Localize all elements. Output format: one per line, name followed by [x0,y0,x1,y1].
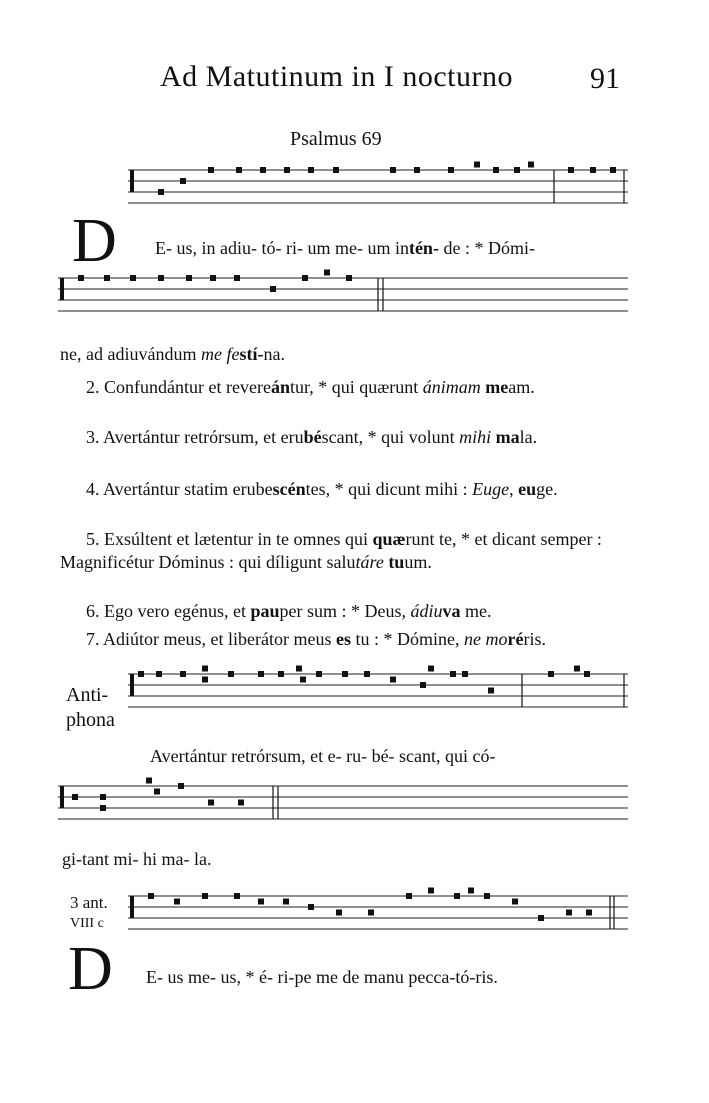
neume-note [468,888,474,894]
antiphon-staff-2 [58,776,628,836]
neume-note [514,167,520,173]
neume-note [260,167,266,173]
verse-text-segment: Adiútor meus, et liberátor meus [103,629,336,649]
verse-text-segment: scant, * qui volunt [321,427,460,447]
verse-7 [60,628,625,651]
neume-note [333,167,339,173]
verse-text-segment: ánimam [422,377,481,397]
neume-note [208,167,214,173]
neume-note [336,910,342,916]
neume-note [528,162,534,168]
neume-note [364,671,370,677]
verse-2 [60,376,625,399]
neume-note [574,666,580,672]
neume-note [454,893,460,899]
third-antiphon-initial: D [68,935,113,1003]
verse-text-segment: ris. [523,629,546,649]
verse-text-segment: bé [303,427,322,447]
neume-note [210,275,216,281]
neume-note [104,275,110,281]
neume-note [180,178,186,184]
verse-number: 2. [86,377,104,397]
neume-note [584,671,590,677]
antiphon-lyric-2: gi-tant mi- hi ma- la. [62,849,212,869]
third-antiphon-label-2: VIII c [70,916,104,931]
neume-note [586,910,592,916]
verse-text-segment: ma [495,427,520,447]
neume-note [180,671,186,677]
psalm-lyric-2-italic-1: me [200,344,222,364]
verse-number: 7. [86,629,104,649]
verse-text-segment: ádiu [410,601,443,621]
verse-text-segment: Avertántur retrórsum, et eru [103,427,304,447]
antiphon-lyric-1: Avertántur retrórsum, et e- ru- bé- scant, qui có- [150,746,496,766]
neume-note [346,275,352,281]
neume-note [100,794,106,800]
verse-text-segment: mihi [459,427,492,447]
neume-note [488,688,494,694]
neume-note [236,167,242,173]
third-antiphon-staff [128,886,628,956]
psalm-staff-2 [58,268,628,330]
neume-note [368,910,374,916]
neume-note [270,286,276,292]
neume-note [228,671,234,677]
verse-number: 6. [86,601,104,621]
neume-note [414,167,420,173]
psalm-lyric-line-1 [155,238,535,259]
verse-text-segment: me [485,377,509,397]
verse-text-segment: am. [508,377,535,397]
neume-note [390,677,396,683]
neume-note [484,893,490,899]
verse-text-segment: Avertántur statim erube [103,479,273,499]
neume-note [474,162,480,168]
clef-mark [130,674,134,696]
neume-note [202,677,208,683]
neume-note [258,671,264,677]
neume-note [566,910,572,916]
verse-text-segment: me. [460,601,492,621]
neume-note [390,167,396,173]
neume-note [302,275,308,281]
verse-number: 3. [86,427,104,447]
verse-text-segment: Euge [472,479,510,499]
neume-note [208,800,214,806]
antiphon-staff-1 [128,664,628,734]
antiphon-label-1: Anti- [66,684,109,706]
neume-note [512,899,518,905]
verse-text-segment: táre [355,552,384,572]
neume-note [146,778,152,784]
neume-note [238,800,244,806]
psalm-lyric-2-bold: stí- [239,344,264,364]
neume-note [158,275,164,281]
verse-text-segment: es [335,629,351,649]
verse-text-segment: pau [250,601,280,621]
neume-note [448,167,454,173]
neume-note [308,167,314,173]
psalm-lyric-2-italic-2: fe [226,344,240,364]
clef-mark [130,896,134,918]
third-antiphon-label-1: 3 ant. [70,893,108,912]
neume-note [138,671,144,677]
verse-number: 4. [86,479,104,499]
neume-note [178,783,184,789]
antiphon-label-2: phona [66,709,115,731]
neume-note [234,275,240,281]
neume-note [72,794,78,800]
verse-text-segment: , [509,479,519,499]
verse-text-segment: Ego vero egénus, et [104,601,251,621]
neume-note [148,893,154,899]
verse-text-segment: va [442,601,461,621]
neume-note [428,888,434,894]
neume-note [590,167,596,173]
neume-note [258,899,264,905]
verse-text-segment: ré [507,629,524,649]
neume-note [450,671,456,677]
page-header-title: Ad Matutinum in I nocturno [160,60,513,93]
page-number: 91 [590,62,620,95]
clef-mark [60,786,64,808]
neume-note [300,677,306,683]
psalm-lyric-1-text: E- us, in adiu- tó- ri- um me- um in [155,238,409,258]
neume-note [548,671,554,677]
psalm-lyric-2-end: na. [263,344,285,364]
neume-note [420,682,426,688]
neume-note [202,893,208,899]
psalm-staff-1 [128,160,628,222]
neume-note [234,893,240,899]
verse-text-segment: scén [272,479,306,499]
neume-note [156,671,162,677]
neume-note [308,904,314,910]
psalm-lyric-1-bold: tén- [408,238,439,258]
psalm-lyric-1-rest: de : * Dómi- [438,238,535,258]
psalm-initial-letter: D [72,207,117,275]
neume-note [538,915,544,921]
neume-note [428,666,434,672]
neume-note [100,805,106,811]
neume-note [283,899,289,905]
verse-text-segment: tu [388,552,405,572]
psalm-lyric-line-2 [60,344,285,365]
neume-note [568,167,574,173]
neume-note [130,275,136,281]
verse-4 [60,478,625,501]
verse-text-segment: quæ [372,529,406,549]
verse-text-segment: án [270,377,290,397]
verse-text-segment: tes, * qui dicunt mihi : [305,479,473,499]
neume-note [316,671,322,677]
verse-text-segment: per sum : * Deus, [279,601,411,621]
neume-note [78,275,84,281]
psalm-lyric-2-pre: ne, ad adiuvándum [60,344,201,364]
verse-6 [60,600,625,623]
neume-note [406,893,412,899]
verse-text-segment: Exsúltent et lætentur in te omnes qui [104,529,373,549]
neume-note [284,167,290,173]
neume-note [324,270,330,276]
verse-text-segment: um. [404,552,432,572]
neume-note [278,671,284,677]
verse-text-segment: la. [519,427,538,447]
neume-note [186,275,192,281]
neume-note [296,666,302,672]
verse-text-segment: Confundántur et revere [104,377,271,397]
neume-note [202,666,208,672]
clef-mark [60,278,64,300]
neume-note [342,671,348,677]
psalm-title: Psalmus 69 [290,128,382,150]
neume-note [174,899,180,905]
verse-text-segment: eu [518,479,537,499]
verse-text-segment: runt te, * et dicant semper : Magnificétur Dóminus : qui díligunt salu [60,529,602,572]
neume-note [158,189,164,195]
third-antiphon-lyric: E- us me- us, * é- ri-pe me de manu pecca-tó-ris. [146,967,498,987]
verse-text-segment: tu : * Dómine, [350,629,464,649]
verse-number: 5. [86,529,104,549]
neume-note [493,167,499,173]
neume-note [610,167,616,173]
verse-5 [60,528,625,574]
neume-note [462,671,468,677]
verse-3 [60,426,625,449]
neume-note [154,789,160,795]
clef-mark [130,170,134,192]
verse-text-segment: tur, * qui quærunt [289,377,423,397]
verse-text-segment: ne mo [463,629,508,649]
verse-text-segment: ge. [536,479,558,499]
